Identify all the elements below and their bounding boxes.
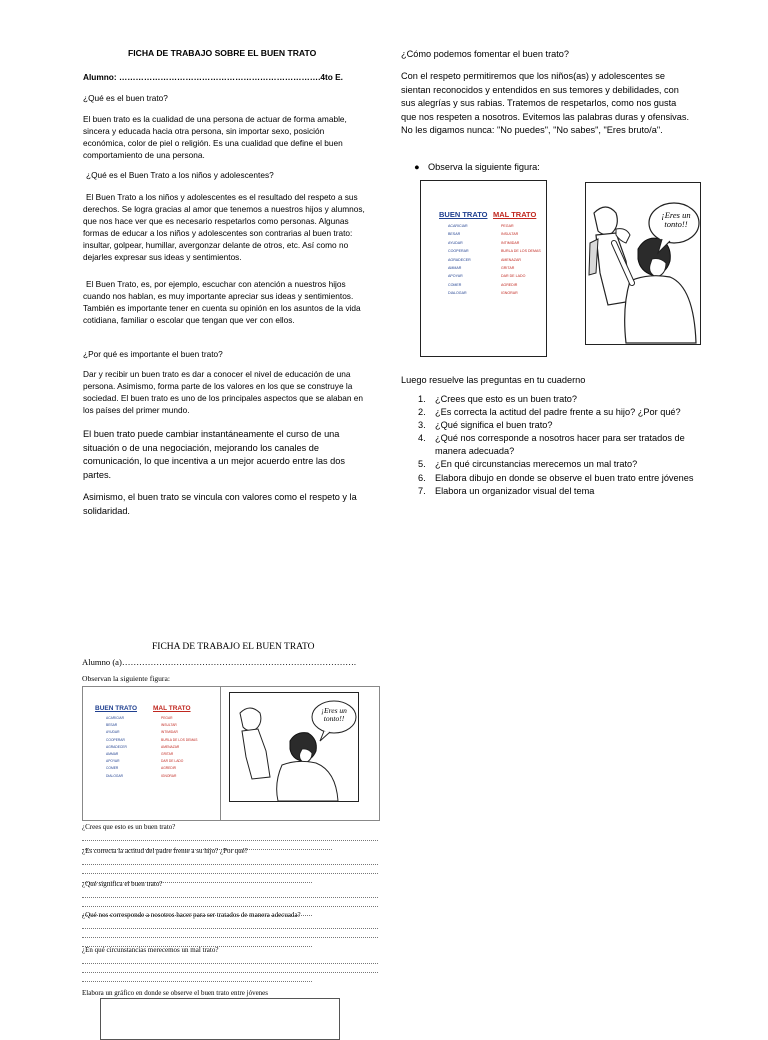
paragraph-children: El Buen Trato a los niños y adolescentes es el resultado del respeto a sus derechos. Se logra gracias al amor que tenemos a nuestros hijos y alumnos, que nos hace ver que es necesario respetarlos como personas. Algunas formas de educar a los niños y adolescentes son contrarias al buen trato: insultar, golpear, humillar, avergonzar delante de otros, etc. Así como no dejarles expresar sus ideas y sentimientos. (83, 192, 365, 263)
answer-line[interactable] (82, 898, 378, 907)
answer-line[interactable] (82, 929, 378, 938)
paragraph-change: El buen trato puede cambiar instantáneamente el curso de una situación o de una negociación, mejorando los canales de comunicación, lo que incentiva a un mejor acuerdo entre las dos partes. (83, 429, 345, 480)
heading-children: ¿Qué es el Buen Trato a los niños y adolescentes? (86, 170, 274, 180)
header-good: BUEN TRATO (439, 210, 488, 219)
question-item (418, 485, 713, 498)
bad-list (501, 222, 541, 298)
question-text: ¿En qué circunstancias merecemos un mal trato? (435, 459, 638, 470)
list-item: APOYAR (448, 274, 463, 279)
sheet2-question-block (82, 823, 378, 850)
good-list (106, 715, 127, 780)
list-item: BESAR (106, 723, 118, 728)
header-good: BUEN TRATO (95, 705, 138, 712)
bullet-text: Observa la siguiente figura: (428, 162, 540, 172)
list-item: AMENAZAR (501, 257, 521, 262)
speech-bubble-text: ¡Eres un tonto!! (661, 210, 691, 229)
answer-line[interactable] (82, 955, 378, 964)
list-item: PEGAR (161, 716, 173, 720)
list-item: AYUDAR (448, 240, 463, 245)
question-number: 3. (418, 420, 426, 431)
list-item: INTIMIDAR (501, 240, 520, 245)
instructions: Luego resuelve las preguntas en tu cuaderno (401, 375, 586, 385)
bullet-item (414, 161, 540, 175)
list-item: BURLA DE LOS DEMAS (501, 249, 541, 254)
figure-frame-2 (82, 686, 380, 821)
list-item: BURLA DE LOS DEMAS (161, 737, 198, 742)
sheet2-title: FICHA DE TRABAJO EL BUEN TRATO (152, 642, 315, 652)
list-item: IGNORAR (501, 291, 518, 296)
list-item: DIALOGAR (106, 773, 124, 778)
sheet2-question: ¿En qué circunstancias merecemos un mal trato? (82, 946, 219, 954)
answer-line[interactable] (82, 973, 312, 982)
answer-line[interactable] (82, 920, 378, 929)
sheet2-question: ¿Qué significa el buen trato? (82, 880, 163, 888)
paragraph-importance: Dar y recibir un buen trato es dar a conocer el nivel de educación de una persona. Asimismo, forma parte de los valores en los que se construye la sociedad. El buen trato es uno de los principales aspectos que se alaban en los países del primer mundo. (83, 369, 363, 416)
bad-list (161, 715, 197, 780)
list-item: AGRADECER (106, 744, 127, 749)
list-item: COOPERAR (448, 249, 469, 254)
question-item (418, 472, 713, 485)
question-item (418, 432, 713, 458)
paragraph-respect: Con el respeto permitiremos que los niños(as) y adolescentes se sientan reconocidos y entendidos en sus temores y debilidades, con sus alegrías y sus rabias. Tratemos de respetarlos, como nos gusta que nos respeten a nosotros. Evitemos las palabras duras y ofensivas. No les digamos nunca: "No puedes", "No sabes", "Eres bruto/a". (401, 71, 690, 136)
list-item: PEGAR (501, 224, 514, 228)
sheet2-observe: Observan la siguiente figura: (82, 674, 170, 683)
question-item (418, 419, 713, 432)
list-item: AGRADECER (448, 257, 471, 262)
list-item: AMENAZAR (161, 744, 180, 749)
question-item (418, 393, 713, 406)
list-item: AYUDAR (106, 730, 120, 735)
sheet2-question-block (82, 847, 378, 883)
student-line: Alumno: ……………………………………………………………….4to E. (83, 72, 343, 82)
list-item: ACARICIAR (448, 224, 468, 228)
list-item: GRITAR (161, 752, 174, 757)
question-text: Elabora dibujo en donde se observe el buen trato entre jóvenes (435, 472, 694, 483)
list-item: DAR DE LADO (501, 274, 526, 279)
paragraph-definition: El buen trato es la cualidad de una persona de actuar de forma amable, sincera y educada hacia otra persona, sin importar sexo, posición económica, color de piel o religión. Es una cualidad que define el buen comportamiento de una persona. (83, 114, 347, 161)
list-item: IGNORAR (161, 773, 177, 778)
list-item: INSULTAR (501, 232, 519, 237)
sheet2-question-block (82, 911, 378, 947)
list-item: APOYAR (106, 759, 120, 764)
answer-line[interactable] (82, 964, 378, 973)
sheet1-title: FICHA DE TRABAJO SOBRE EL BUEN TRATO (128, 48, 317, 58)
question-number: 4. (418, 433, 426, 444)
list-item: COMER (448, 282, 462, 287)
sheet2-final-instruction: Elabora un gráfico en donde se observe el buen trato entre jóvenes (82, 989, 269, 997)
question-item (418, 458, 713, 471)
answer-line[interactable] (82, 889, 378, 898)
header-bad: MAL TRATO (153, 705, 191, 712)
list-item: DIALOGAR (448, 291, 467, 296)
good-list (448, 222, 471, 298)
drawing-box[interactable] (100, 998, 340, 1040)
figure-table-1 (420, 180, 547, 357)
heading-what-is: ¿Qué es el buen trato? (83, 93, 168, 103)
heading-promote: ¿Cómo podemos fomentar el buen trato? (401, 49, 570, 59)
sheet2-question: ¿Qué nos corresponde a nosotros hacer para ser tratados de manera adecuada? (82, 911, 301, 919)
cartoon-illustration (586, 183, 700, 344)
question-text: ¿Qué significa el buen trato? (435, 420, 553, 431)
list-item: COMER (106, 766, 119, 771)
sheet2-question: ¿Es correcta la actitud del padre frente a su hijo? ¿Por qué? (82, 847, 248, 855)
list-item: ACARICIAR (106, 716, 124, 720)
list-item: COOPERAR (106, 737, 125, 742)
answer-line[interactable] (82, 832, 378, 841)
header-bad: MAL TRATO (493, 210, 537, 219)
question-number: 6. (418, 472, 426, 483)
question-text: ¿Qué nos corresponde a nosotros hacer para ser tratados de manera adecuada? (435, 433, 685, 457)
question-number: 1. (418, 394, 426, 404)
list-item: AGREDIR (501, 282, 518, 287)
list-item: BESAR (448, 232, 461, 237)
bullet-icon: ● (414, 162, 420, 172)
question-text: ¿Es correcta la actitud del padre frente a su hijo? ¿Por qué? (435, 407, 681, 418)
question-text: Elabora un organizador visual del tema (435, 485, 595, 496)
sheet2-question-block (82, 946, 378, 982)
figure-cartoon-1 (585, 182, 701, 345)
paragraph-example: El Buen Trato, es, por ejemplo, escuchar con atención a nuestros hijos cuando nos hablan, es muy importante apreciar sus ideas y sentimientos. También es importante tener en cuenta su opinión en los asuntos de la vida cotidiana, familiar o escolar que tengan que ver con ellos. (83, 279, 361, 326)
list-item: DAR DE LADO (161, 759, 184, 764)
list-item: AMMAR (106, 752, 119, 757)
question-number: 2. (418, 407, 426, 418)
sheet2-question: ¿Crees que esto es un buen trato? (82, 823, 176, 831)
list-item: GRITAR (501, 266, 515, 271)
question-text: ¿Crees que esto es un buen trato? (435, 394, 577, 404)
speech-bubble-text: ¡Eres un tonto!! (321, 706, 347, 723)
paragraph-values: Asimismo, el buen trato se vincula con valores como el respeto y la solidaridad. (83, 492, 357, 516)
question-number: 5. (418, 459, 426, 470)
list-item: AMMAR (448, 266, 462, 271)
cartoon-frame-2 (229, 692, 359, 802)
list-item: AGREDIR (161, 766, 177, 771)
answer-line[interactable] (82, 865, 378, 874)
list-item: INSULTAR (161, 723, 177, 728)
question-item (418, 406, 713, 419)
sheet2-student: Alumno (a)………………………………………………………………………. (82, 657, 357, 667)
heading-importance: ¿Por qué es importante el buen trato? (83, 349, 223, 359)
question-number: 7. (418, 485, 426, 496)
answer-line[interactable] (82, 856, 378, 865)
question-list (418, 393, 713, 498)
list-item: INTIMIDAR (161, 730, 178, 735)
frame-divider (220, 687, 221, 820)
